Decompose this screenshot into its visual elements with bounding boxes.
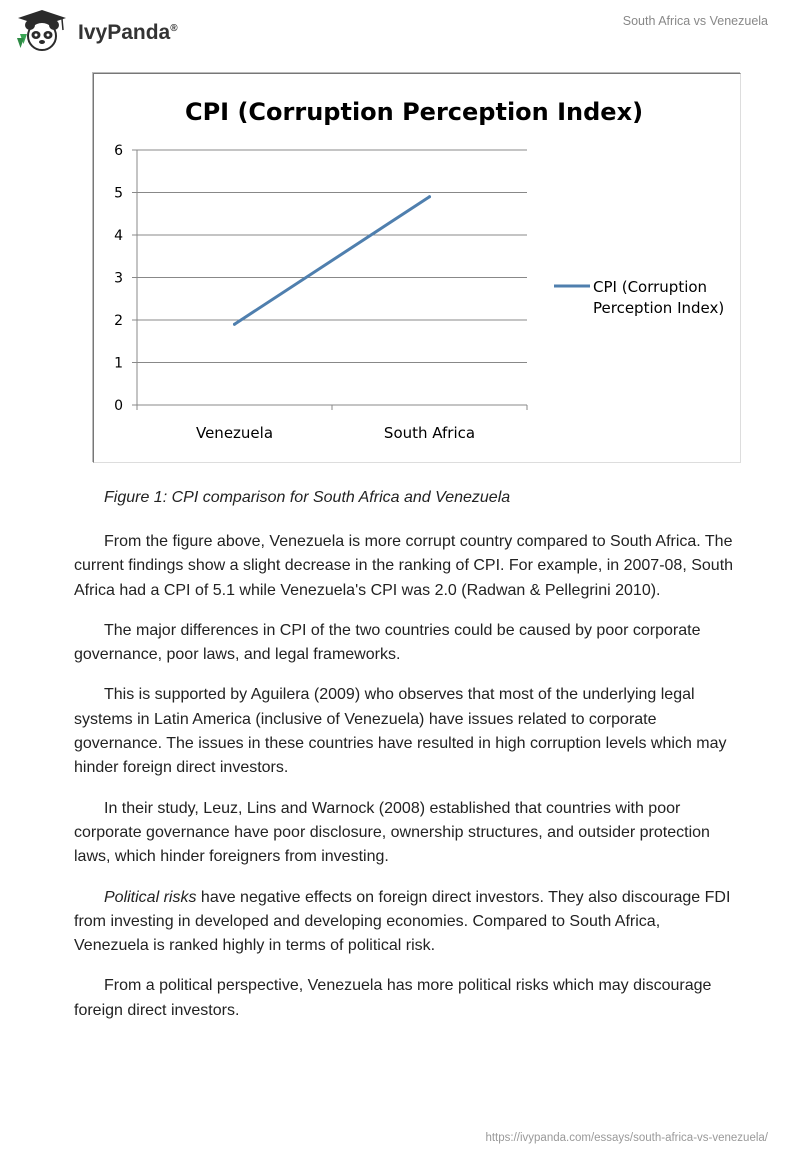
paragraph-5	[74, 886, 734, 959]
legend-label-line-1: CPI (Corruption	[593, 278, 708, 296]
paragraph-3: This is supported by Aguilera (2009) who observes that most of the underlying legal systems in Latin America (inclusive of Venezuela) have issues related to corporate governance. The issues in these countries have resulted in high corruption levels which may hinder foreign direct investors.	[74, 686, 727, 777]
x-tick-label-south-africa: South Africa	[383, 424, 476, 442]
footer-url[interactable]: https://ivypanda.com/essays/south-africa-vs-venezuela/	[485, 1132, 768, 1144]
chart-series	[233, 195, 431, 326]
y-axis-tick-labels	[114, 143, 123, 414]
paragraph-5-text: have negative effects on foreign direct investors. They also discourage FDI from investing in developed and developing economies. Compared to South Africa, Venezuela is ranked highly in terms of political risk.	[74, 888, 731, 955]
y-tick-label: 3	[114, 270, 123, 287]
y-tick-label: 6	[114, 143, 123, 159]
chart-gridlines	[137, 150, 527, 363]
data-point-south-africa	[428, 195, 431, 198]
panda-graduate-icon	[14, 8, 70, 52]
page-header	[0, 0, 800, 60]
essay-body	[74, 530, 734, 1039]
data-point-venezuela	[233, 323, 236, 326]
paragraph-6: From a political perspective, Venezuela has more political risks which may discourage foreign direct investors.	[74, 977, 712, 1019]
figure-caption: Figure 1: CPI comparison for South Africa and Venezuela	[104, 489, 511, 506]
series-line-cpi	[235, 197, 430, 325]
legend-label-line-2: Perception Index)	[593, 299, 725, 317]
x-tick-label-venezuela: Venezuela	[195, 424, 274, 442]
cpi-line-chart	[94, 74, 740, 462]
paragraph-4: In their study, Leuz, Lins and Warnock (2008) established that countries with poor corporate governance have poor disclosure, ownership structures, and outsider protection laws, which hinder foreigners from investing.	[74, 799, 710, 866]
y-tick-label: 1	[114, 355, 123, 372]
chart-axes	[132, 150, 527, 410]
document-title: South Africa vs Venezuela	[622, 14, 768, 28]
y-tick-label: 0	[114, 398, 123, 414]
logo-text: IvyPanda®	[78, 21, 178, 44]
paragraph-2: The major differences in CPI of the two countries could be caused by poor corporate governance, poor laws, and legal frameworks.	[74, 621, 701, 664]
paragraph-1: From the figure above, Venezuela is more corrupt country compared to South Africa. The current findings show a slight decrease in the ranking of CPI. For example, in 2007-08, South Africa had a CPI of 5.1 while Venezuela's CPI was 2.0 (Radwan & Pellegrini 2010).	[74, 533, 734, 599]
political-risks-term: Political risks	[104, 888, 197, 906]
y-tick-label: 5	[114, 185, 123, 202]
x-axis-tick-labels	[196, 424, 475, 442]
y-tick-label: 4	[114, 228, 123, 244]
y-tick-label: 2	[114, 313, 123, 329]
chart-legend	[554, 278, 724, 317]
cpi-chart	[93, 73, 741, 463]
chart-title: CPI (Corruption Perception Index)	[184, 98, 644, 126]
ivypanda-logo[interactable]	[14, 8, 189, 52]
